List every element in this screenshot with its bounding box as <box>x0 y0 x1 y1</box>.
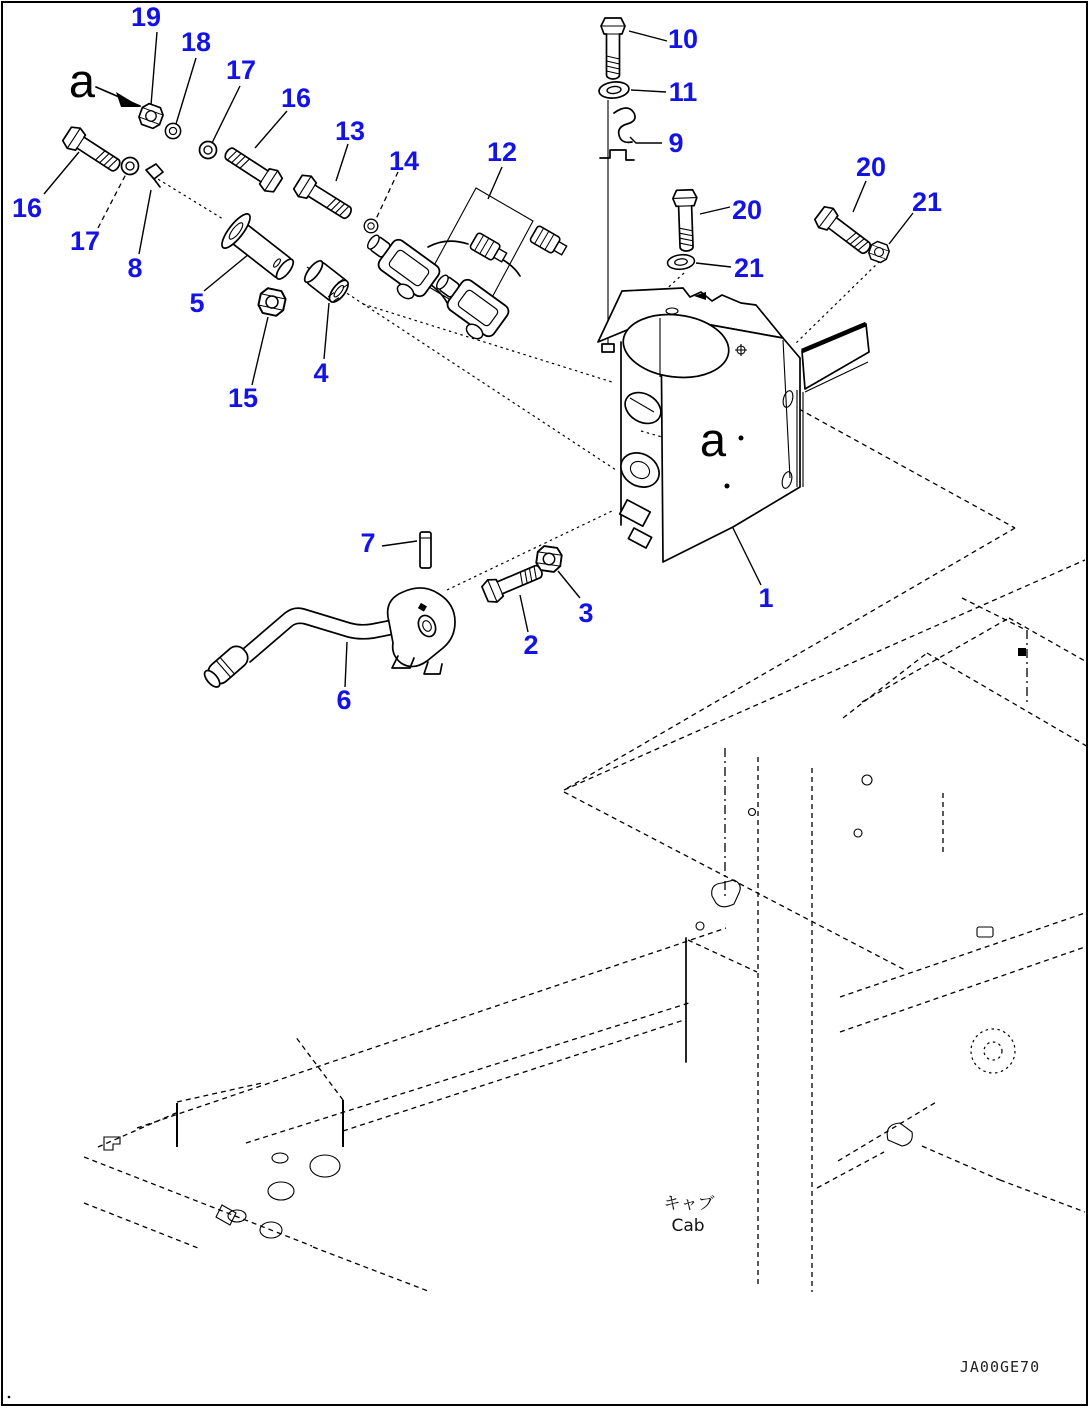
view-marker-a-1: a <box>699 413 727 466</box>
callout-20-10: 20 <box>731 195 763 225</box>
callout-17-15: 17 <box>69 226 101 256</box>
callout-20-12: 20 <box>855 152 887 182</box>
part-10-bolt <box>601 18 625 79</box>
part-6-lever <box>201 588 455 690</box>
cab-label-ja: キャブ <box>663 1194 715 1214</box>
part-18-washer <box>165 123 180 138</box>
part-11-washer <box>598 80 630 99</box>
part-1-housing <box>598 288 869 562</box>
callout-8-16: 8 <box>127 253 143 283</box>
callout-11-8: 11 <box>668 77 698 107</box>
part-17-washer-left <box>122 158 139 175</box>
callout-9-9: 9 <box>668 128 684 158</box>
callout-6-21: 6 <box>336 685 352 715</box>
callout-21-11: 21 <box>733 253 765 283</box>
annotation-text-layer <box>664 1194 1041 1376</box>
part-13-bolt <box>292 172 356 225</box>
callout-16-3: 16 <box>280 83 312 113</box>
view-marker-a-0: a <box>68 54 96 107</box>
callout-10-7: 10 <box>667 24 699 54</box>
callout-7-20: 7 <box>360 528 376 558</box>
part-14-washer <box>364 219 378 233</box>
part-3-nut <box>535 545 562 572</box>
part-7-pin <box>420 532 431 568</box>
callout-2-22: 2 <box>523 630 539 660</box>
part-16-bolt-left <box>61 124 125 177</box>
callout-17-2: 17 <box>225 55 257 85</box>
drawing-code: JA00GE70 <box>959 1358 1041 1376</box>
footer-period <box>8 1396 11 1399</box>
cab-structure <box>84 409 1090 1292</box>
part-8-pin <box>146 164 163 187</box>
callout-5-17: 5 <box>189 288 205 318</box>
part-12-switch-assembly <box>354 188 568 346</box>
callout-12-6: 12 <box>486 137 518 167</box>
part-5-pin <box>218 210 302 289</box>
callout-21-13: 21 <box>911 187 943 217</box>
part-4-bushing <box>302 258 352 305</box>
part-20-bolt-left <box>673 190 699 252</box>
cab-label-en: Cab <box>671 1216 705 1236</box>
view-a-arrow <box>96 87 141 107</box>
part-19-nut <box>137 102 165 130</box>
callout-18-1: 18 <box>180 27 212 57</box>
part-21-washer <box>667 253 695 270</box>
part-20-bolt-right <box>812 204 875 260</box>
part-17-washer-right <box>200 142 217 159</box>
callout-3-23: 3 <box>578 598 594 628</box>
callout-19-0: 19 <box>130 2 162 32</box>
part-15-nut <box>257 287 287 317</box>
callout-4-19: 4 <box>313 358 329 388</box>
callout-13-4: 13 <box>334 116 366 146</box>
part-2-bolt <box>480 559 546 605</box>
callout-1-24: 1 <box>758 583 774 613</box>
callout-14-5: 14 <box>388 146 420 176</box>
callout-15-18: 15 <box>227 383 259 413</box>
callout-16-14: 16 <box>11 193 43 223</box>
part-16-bolt-right <box>220 142 284 195</box>
